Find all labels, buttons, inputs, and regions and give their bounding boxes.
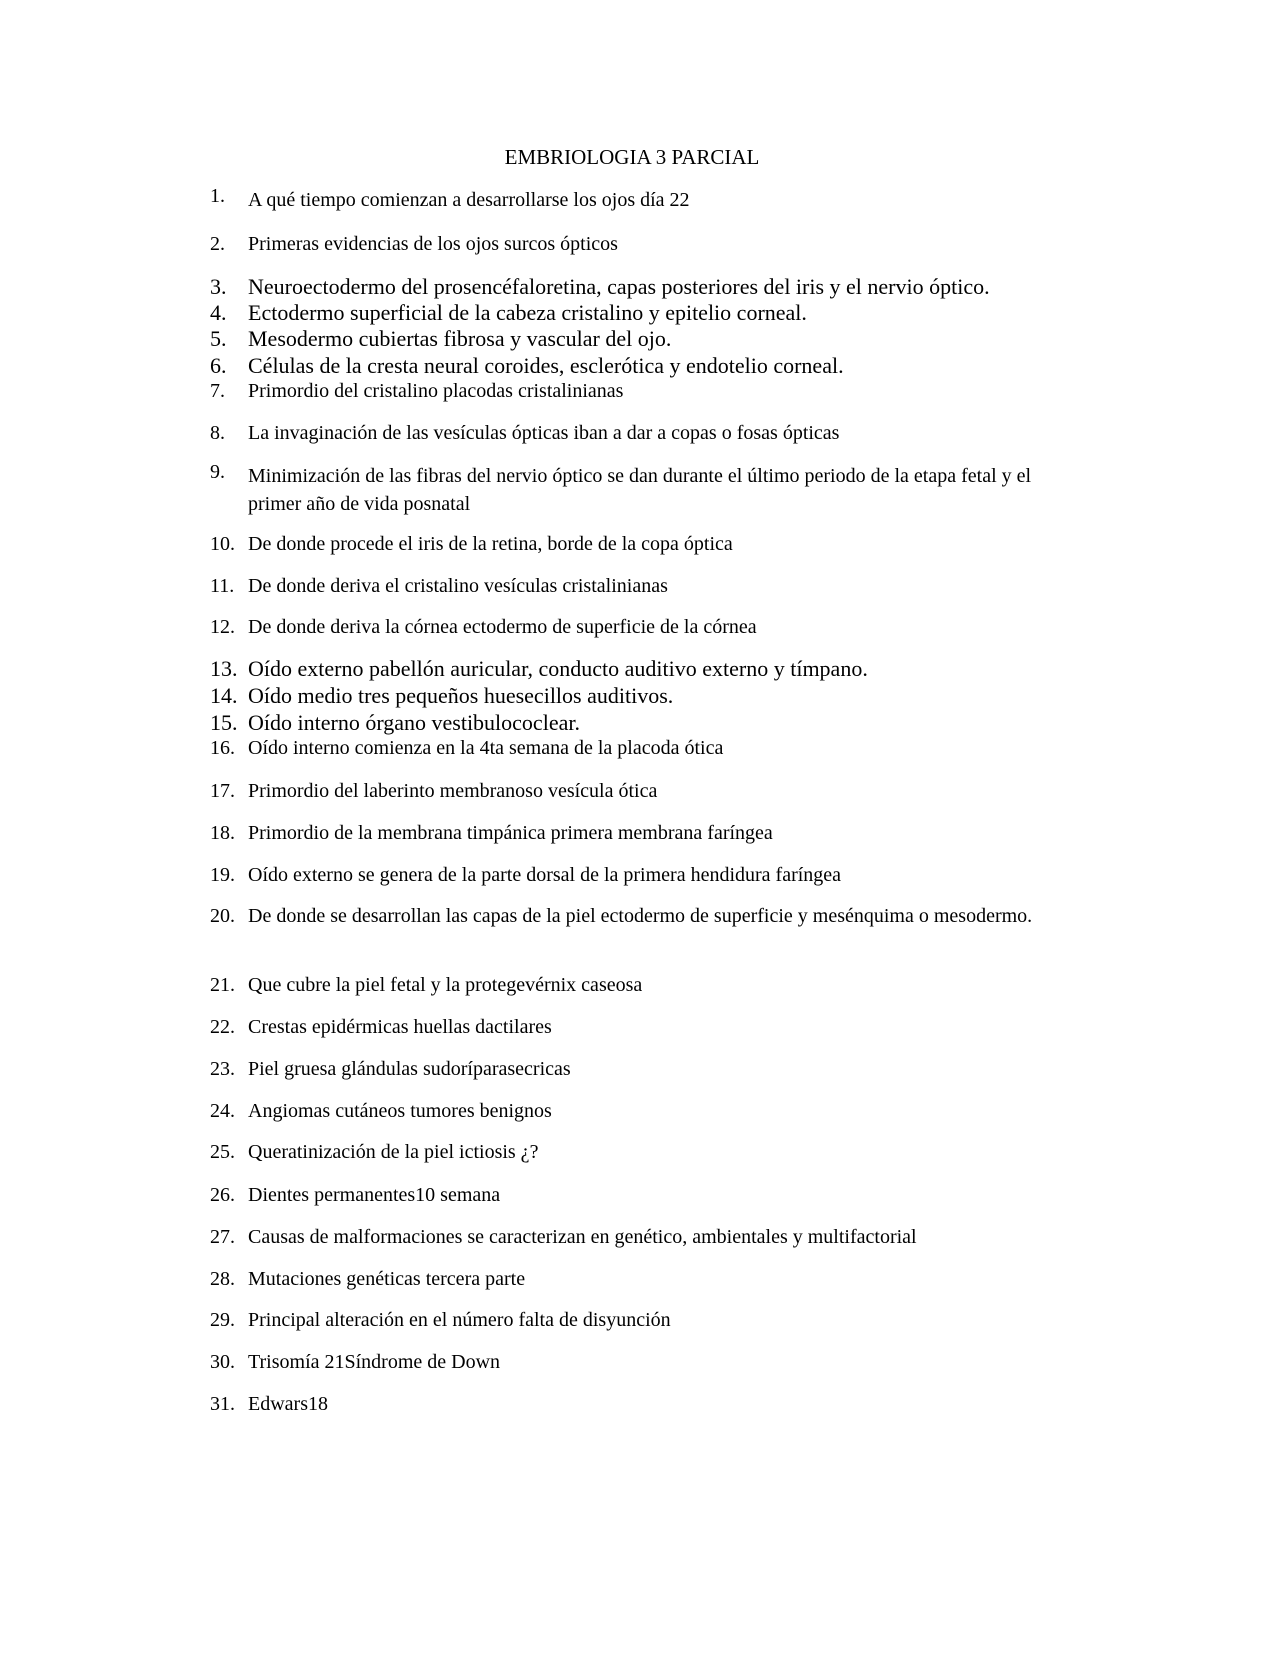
list-item <box>210 572 1110 600</box>
list-item <box>210 819 1110 847</box>
list-item-number: 8. <box>210 422 225 444</box>
list-item <box>210 1306 1110 1334</box>
list-item-text: Principal alteración en el número falta de disyunción <box>248 1309 671 1331</box>
list-item <box>210 682 1110 710</box>
list-item-text: Oído externo se genera de la parte dorsal de la primera hendidura faríngea <box>248 864 842 886</box>
list-item-number: 11. <box>210 575 235 597</box>
list-item-text: Mutaciones genéticas tercera parte <box>248 1268 526 1290</box>
list-item-text: Ectodermo superficial de la cabeza cristalino y epitelio corneal. <box>248 300 807 325</box>
list-item <box>210 861 1110 889</box>
list-item <box>210 1055 1110 1083</box>
list-item-number: 10. <box>210 533 235 555</box>
list-item <box>210 613 1110 641</box>
list-item-number: 4. <box>210 300 227 325</box>
list-item-text: Células de la cresta neural coroides, esclerótica y endotelio corneal. <box>248 353 844 378</box>
list-item-number: 16. <box>210 737 235 759</box>
list-item-text: Primordio de la membrana timpánica primera membrana faríngea <box>248 822 773 844</box>
list-item-number: 28. <box>210 1268 235 1290</box>
list-item-text: Edwars18 <box>248 1393 328 1415</box>
list-item-text: Causas de malformaciones se caracterizan en genético, ambientales y multifactorial <box>248 1226 917 1248</box>
list-item <box>210 709 1110 737</box>
list-item-number: 23. <box>210 1058 235 1080</box>
list-item-number: 30. <box>210 1351 235 1373</box>
list-item-number: 25. <box>210 1141 235 1163</box>
list-item <box>210 777 1110 805</box>
list-item <box>210 1138 1110 1166</box>
list-item <box>210 971 1110 999</box>
list-item <box>210 299 1110 327</box>
list-item <box>210 377 1110 405</box>
list-item-text: Minimización de las fibras del nervio óptico se dan durante el último periodo de la etapa fetal y el primer año de vida posnatal <box>248 465 1032 515</box>
list-item-number: 6. <box>210 353 227 378</box>
list-item-text: De donde deriva la córnea ectodermo de superficie de la córnea <box>248 616 757 638</box>
list-item <box>210 230 1110 258</box>
list-item-text: Queratinización de la piel ictiosis ¿? <box>248 1141 539 1163</box>
list-item <box>210 419 1110 447</box>
list-item-number: 2. <box>210 233 225 255</box>
list-item-text: Primordio del laberinto membranoso vesícula ótica <box>248 780 658 802</box>
list-item-number: 27. <box>210 1226 235 1248</box>
list-item-text: Angiomas cutáneos tumores benignos <box>248 1100 552 1122</box>
list-item-number: 29. <box>210 1309 235 1331</box>
list-item-text: Oído medio tres pequeños huesecillos auditivos. <box>248 683 674 708</box>
list-item-number: 18. <box>210 822 235 844</box>
list-item-text: Piel gruesa glándulas sudoríparasecricas <box>248 1058 571 1080</box>
list-item-text: Oído interno órgano vestibulococlear. <box>248 710 580 735</box>
list-item <box>210 352 1110 380</box>
list-item-text: La invaginación de las vesículas ópticas iban a dar a copas o fosas ópticas <box>248 422 840 444</box>
list-item-number: 14. <box>210 683 238 708</box>
list-item-text: Trisomía 21Síndrome de Down <box>248 1351 501 1373</box>
list-item-text: Dientes permanentes10 semana <box>248 1184 501 1206</box>
list-item-text: Crestas epidérmicas huellas dactilares <box>248 1016 552 1038</box>
list-item-number: 5. <box>210 326 227 351</box>
list-item-number: 3. <box>210 274 227 299</box>
list-item <box>210 462 1050 518</box>
list-item <box>210 1348 1110 1376</box>
list-item-text: A qué tiempo comienzan a desarrollarse los ojos día 22 <box>248 189 690 211</box>
list-item <box>210 734 1110 762</box>
list-item-text: Primeras evidencias de los ojos surcos ópticos <box>248 233 618 255</box>
list-item-text: Primordio del cristalino placodas cristalinianas <box>248 380 624 402</box>
document-title: EMBRIOLOGIA 3 PARCIAL <box>504 145 760 169</box>
list-item <box>210 1223 1110 1251</box>
list-item-number: 12. <box>210 616 235 638</box>
list-item-number: 31. <box>210 1393 235 1415</box>
list-item <box>210 1097 1110 1125</box>
list-item <box>210 902 1050 930</box>
list-item <box>210 325 1110 353</box>
list-item <box>210 186 1110 214</box>
list-item-number: 26. <box>210 1184 235 1206</box>
list-item <box>210 1181 1110 1209</box>
list-item-text: Oído interno comienza en la 4ta semana de la placoda ótica <box>248 737 724 759</box>
list-item-number: 1. <box>210 185 225 207</box>
list-item-number: 21. <box>210 974 235 996</box>
list-item-text: Oído externo pabellón auricular, conducto auditivo externo y tímpano. <box>248 656 868 681</box>
list-item <box>210 655 1110 683</box>
list-item <box>210 530 1110 558</box>
list-item-number: 15. <box>210 710 238 735</box>
list-item-text: Neuroectodermo del prosencéfaloretina, capas posteriores del iris y el nervio óptico. <box>248 274 990 299</box>
list-item-number: 20. <box>210 905 235 927</box>
list-item <box>210 273 1110 301</box>
list-item-number: 22. <box>210 1016 235 1038</box>
list-item-text: Que cubre la piel fetal y la protegevérnix caseosa <box>248 974 643 996</box>
list-item-text: De donde se desarrollan las capas de la piel ectodermo de superficie y mesénquima o mesodermo. <box>248 905 1033 927</box>
list-item-text: De donde deriva el cristalino vesículas cristalinianas <box>248 575 668 597</box>
list-item-number: 19. <box>210 864 235 886</box>
list-item-number: 17. <box>210 780 235 802</box>
list-item <box>210 1390 1110 1418</box>
list-item <box>210 1013 1110 1041</box>
list-item-number: 13. <box>210 656 238 681</box>
list-item-text: De donde procede el iris de la retina, borde de la copa óptica <box>248 533 733 555</box>
list-item-number: 24. <box>210 1100 235 1122</box>
list-item <box>210 1265 1110 1293</box>
list-item-text: Mesodermo cubiertas fibrosa y vascular del ojo. <box>248 326 672 351</box>
list-item-number: 9. <box>210 461 225 483</box>
list-item-number: 7. <box>210 380 225 402</box>
